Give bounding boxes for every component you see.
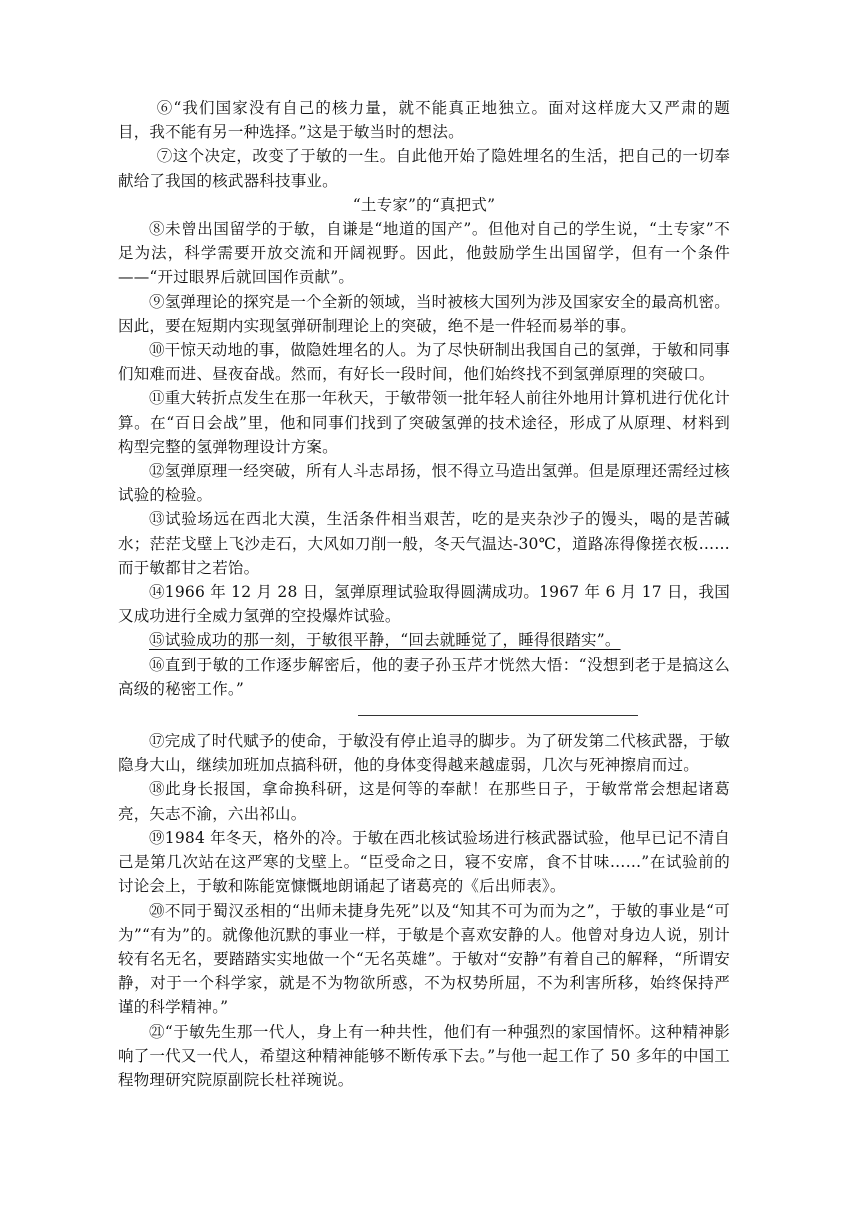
paragraph-18: ⑱此身长报国，拿命换科研，这是何等的奉献！在那些日子，于敏常常会想起诸葛亮，矢志不渝，六出祁山。 (118, 780, 730, 823)
paragraph-7: ⑦这个决定，改变了于敏的一生。自此他开始了隐姓埋名的生活，把自己的一切奉献给了我国的核武器科技事业。 (118, 147, 730, 190)
document-page (118, 96, 730, 1092)
paragraph-8: ⑧未曾出国留学的于敏，自谦是“地道的国产”。但他对自己的学生说，“土专家”不足为法，科学需要开放交流和开阔视野。因此，他鼓励学生出国留学，但有一个条件——“开过眼界后就回国作贡献”。 (118, 220, 730, 287)
paragraph-21: ㉑“于敏先生那一代人，身上有一种共性，他们有一种强烈的家国情怀。这种精神影响了一代又一代人，希望这种精神能够不断传承下去。”与他一起工作了 50 多年的中国工程物理研究院原副院长杜祥琬说。 (118, 1022, 730, 1089)
paragraph-16: ⑯直到于敏的工作逐步解密后，他的妻子孙玉芹才恍然大悟：“没想到老于是搞这么高级的秘密工作。” (118, 655, 730, 698)
paragraph-10: ⑩干惊天动地的事，做隐姓埋名的人。为了尽快研制出我国自己的氢弹，于敏和同事们知难而进、昼夜奋战。然而，有好长一段时间，他们始终找不到氢弹原理的突破口。 (118, 341, 730, 384)
paragraph-19: ⑲1984 年冬天，格外的冷。于敏在西北核试验场进行核武器试验，他早已记不清自己是第几次站在这严寒的戈壁上。“臣受命之日，寝不安席，食不甘味……”在试验前的讨论会上，于敏和陈能宽慷慨地朗诵起了诸葛亮的《后出师表》。 (118, 828, 730, 896)
paragraph-9: ⑨氢弹理论的探究是一个全新的领域，当时被核大国列为涉及国家安全的最高机密。因此，要在短期内实现氢弹研制理论上的突破，绝不是一件轻而易举的事。 (118, 292, 730, 335)
paragraph-6: ⑥“我们国家没有自己的核力量，就不能真正地独立。面对这样庞大又严肃的题目，我不能有另一种选择。”这是于敏当时的想法。 (118, 99, 730, 142)
paragraph-17: ⑰完成了时代赋予的使命，于敏没有停止追寻的脚步。为了研发第二代核武器，于敏隐身大山，继续加班加点搞科研，他的身体变得越来越虚弱，几次与死神擦肩而过。 (118, 732, 730, 775)
underlined-sentence: ⑮试验成功的那一刻，于敏很平静，“回去就睡觉了，睡得很踏实”。 (149, 631, 621, 650)
paragraph-14: ⑭1966 年 12 月 28 日，氢弹原理试验取得圆满成功。1967 年 6 月 17 日，我国又成功进行全威力氢弹的空投爆炸试验。 (118, 583, 730, 626)
answer-blank-line (118, 701, 730, 729)
blank-rule (358, 715, 638, 716)
section-subtitle: “土专家”的“真把式” (352, 195, 496, 214)
paragraph-11: ⑪重大转折点发生在那一年秋天，于敏带领一批年轻人前往外地用计算机进行优化计算。在“百日会战”里，他和同事们找到了突破氢弹的技术途径，形成了从原理、材料到构型完整的氢弹物理设计方案。 (118, 389, 730, 456)
paragraph-13: ⑬试验场远在西北大漠，生活条件相当艰苦，吃的是夹杂沙子的馒头，喝的是苦碱水；茫茫戈壁上飞沙走石，大风如刀削一般，冬天气温达-30℃，道路冻得像搓衣板……而于敏都甘之若饴。 (118, 510, 730, 577)
paragraph-20: ⑳不同于蜀汉丞相的“出师未捷身先死”以及“知其不可为而为之”，于敏的事业是“可为”“有为”的。就像他沉默的事业一样，于敏是个喜欢安静的人。他曾对身边人说，别计较有名无名，要踏踏实实地做一个“无名英雄”。于敏对“安静”有着自己的解释，“所谓安静，对于一个科学家，就是不为物欲所惑，不为权势所屈，不为利害所移，始终保持严谨的科学精神。” (118, 901, 730, 1017)
paragraph-15 (118, 628, 730, 652)
paragraph-12: ⑫氢弹原理一经突破，所有人斗志昂扬，恨不得立马造出氢弹。但是原理还需经过核试验的检验。 (118, 462, 730, 505)
